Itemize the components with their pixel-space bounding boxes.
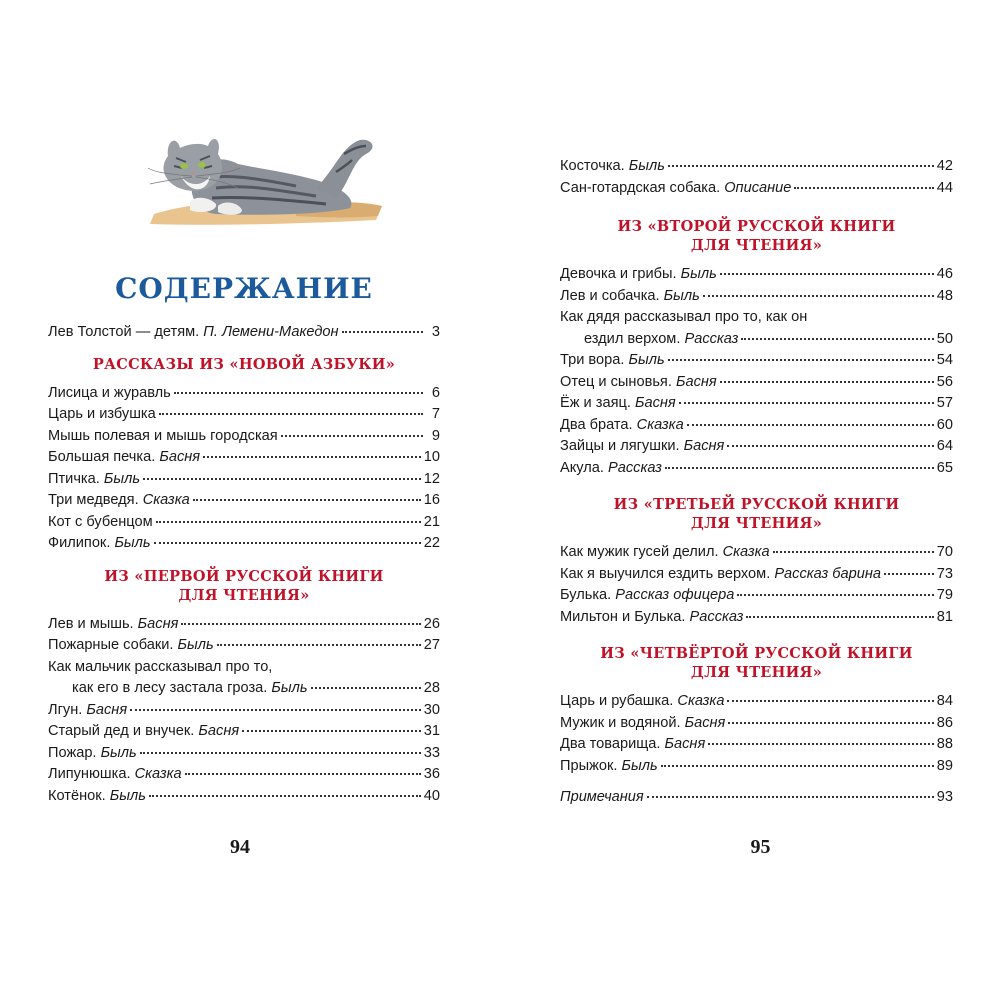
toc-entry[interactable] [48, 635, 440, 657]
dot-leader [130, 709, 421, 711]
entry-title: Лев и собачка. Быль [560, 287, 700, 304]
toc-entry[interactable] [560, 286, 953, 308]
entry-page: 7 [431, 406, 440, 422]
toc-entry[interactable] [560, 691, 953, 713]
entry-title: Пожар. Быль [48, 744, 137, 761]
toc-entry[interactable] [560, 393, 953, 415]
entry-genre: Сказка [722, 544, 770, 560]
entry-title: Как мужик гусей делил. Сказка [560, 544, 770, 560]
dot-leader [727, 700, 933, 702]
entry-page: 57 [936, 395, 953, 411]
entry-genre: Басня [675, 373, 717, 390]
entry-page: 64 [936, 438, 953, 454]
dot-leader [687, 424, 934, 426]
toc-entry-notes[interactable] [560, 787, 953, 809]
entry-page: 30 [423, 701, 440, 718]
entry-genre: Быль [177, 637, 214, 653]
toc-entry[interactable] [560, 585, 953, 607]
entry-genre: Басня [683, 438, 725, 454]
section-heading: ИЗ «ТРЕТЬЕЙ РУССКОЙ КНИГИ ДЛЯ ЧТЕНИЯ» [613, 496, 900, 532]
section-entries [48, 614, 440, 808]
dot-leader [217, 644, 421, 646]
entry-page: 27 [423, 637, 440, 653]
entry-title: Лисица и журавль [48, 384, 171, 401]
toc-entry[interactable] [560, 350, 953, 372]
entry-page: 86 [936, 714, 953, 731]
entry-page: 79 [936, 587, 953, 603]
toc-entry[interactable] [560, 436, 953, 458]
dot-leader [741, 338, 933, 340]
dot-leader [728, 722, 933, 724]
entry-page: 46 [936, 266, 953, 282]
entry-page: 50 [936, 330, 953, 347]
dot-leader [156, 521, 421, 523]
entry-title: Мышь полевая и мышь городская [48, 427, 278, 444]
dot-leader [174, 392, 423, 394]
toc-entry[interactable] [48, 533, 440, 555]
entry-genre: Басня [664, 736, 706, 752]
entry-title: Большая печка. Басня [48, 449, 201, 465]
entry-title: Отец и сыновья. Басня [560, 373, 717, 390]
toc-entry[interactable] [48, 322, 440, 344]
toc-left [48, 322, 440, 807]
toc-entry[interactable] [560, 178, 953, 200]
entry-genre: Басня [634, 395, 676, 411]
entry-page: 60 [936, 416, 953, 433]
page-number: 95 [750, 836, 771, 858]
entry-page: 56 [936, 373, 953, 390]
entry-genre: Басня [86, 701, 128, 718]
dot-leader [727, 445, 933, 447]
section-heading: РАССКАЗЫ ИЗ «НОВОЙ АЗБУКИ» [92, 355, 396, 373]
section-heading: ИЗ «ПЕРВОЙ РУССКОЙ КНИГИ ДЛЯ ЧТЕНИЯ» [104, 567, 384, 604]
entry-title: как его в лесу застала гроза. Быль [72, 680, 308, 696]
toc-entry[interactable] [560, 372, 953, 394]
section-entries [560, 264, 953, 479]
entry-title: Пожарные собаки. Быль [48, 637, 214, 653]
section-heading: ИЗ «ВТОРОЙ РУССКОЙ КНИГИ ДЛЯ ЧТЕНИЯ» [617, 218, 896, 254]
dot-leader [884, 573, 934, 575]
entry-page: 16 [423, 492, 440, 508]
toc-right [560, 156, 953, 809]
toc-entry[interactable] [560, 564, 953, 586]
entry-page: 12 [423, 470, 440, 487]
entry-title: Булька. Рассказ офицера [560, 587, 735, 603]
toc-entry[interactable] [48, 490, 440, 512]
entry-genre: Быль [271, 680, 308, 696]
dot-leader [159, 413, 423, 415]
entry-title: Акула. Рассказ [560, 459, 662, 476]
entry-page: 84 [936, 693, 953, 709]
entry-genre: Быль [109, 787, 146, 804]
lead-entries [560, 156, 953, 199]
entry-page: 10 [423, 449, 440, 465]
entry-page: 42 [936, 158, 953, 174]
entry-genre: Басня [137, 615, 179, 632]
entry-genre: Сказка [636, 416, 684, 433]
entry-title-line: Как дядя рассказывал про то, как он [560, 309, 808, 325]
dot-leader [203, 456, 421, 458]
entry-page: 6 [431, 384, 440, 401]
entry-genre: Быль [628, 352, 665, 368]
toc-entry[interactable] [48, 512, 440, 534]
entry-genre: Басня [198, 723, 240, 739]
entry-title: Лев Толстой — детям. П. Лемени-Македон [48, 324, 339, 340]
entry-title: Три медведя. Сказка [48, 492, 190, 508]
toc-entry[interactable] [560, 756, 953, 778]
page-number: 94 [230, 836, 250, 858]
toc-entry[interactable] [48, 764, 440, 786]
entry-title-line: Как мальчик рассказывал про то, [48, 658, 273, 675]
toc-entry[interactable] [560, 156, 953, 178]
dot-leader [720, 273, 934, 275]
entry-title: Примечания [560, 789, 644, 805]
entry-genre: Быль [114, 535, 151, 551]
entry-genre: Рассказ [689, 608, 744, 625]
entry-title: Ёж и заяц. Басня [560, 395, 676, 411]
entry-page: 31 [423, 723, 440, 739]
entry-page: 81 [936, 608, 953, 625]
toc-entry[interactable] [560, 415, 953, 437]
entry-title: Два брата. Сказка [560, 416, 684, 433]
toc-entry[interactable] [48, 426, 440, 448]
entry-genre: Рассказ [684, 330, 739, 347]
entry-title: Филипок. Быль [48, 535, 151, 551]
entry-page: 89 [936, 757, 953, 774]
entry-title: Как я выучился ездить верхом. Рассказ барина [560, 565, 881, 582]
toc-entry[interactable] [48, 786, 440, 808]
right-page [560, 0, 953, 1000]
entry-title: Девочка и грибы. Быль [560, 266, 717, 282]
entry-title: Липунюшка. Сказка [48, 766, 182, 782]
dot-leader [281, 435, 423, 437]
entry-title: Котёнок. Быль [48, 787, 146, 804]
entry-page: 28 [423, 680, 440, 696]
dot-leader [794, 187, 933, 189]
entry-title: Лгун. Басня [48, 701, 128, 718]
entry-page: 40 [423, 787, 440, 804]
dot-leader [242, 730, 421, 732]
cat-illustration [146, 128, 386, 228]
dot-leader [773, 551, 934, 553]
entry-title: Царь и рубашка. Сказка [560, 693, 725, 709]
entry-title: ездил верхом. Рассказ [584, 330, 739, 347]
entry-page: 93 [936, 789, 953, 805]
entry-page: 3 [431, 324, 440, 340]
entry-genre: Басня [684, 714, 726, 731]
entry-genre: Быль [103, 470, 141, 487]
left-page [48, 0, 440, 1000]
entry-page: 54 [936, 352, 953, 368]
toc-entry[interactable] [560, 542, 953, 564]
toc-entry[interactable] [48, 743, 440, 765]
section-heading: ИЗ «ЧЕТВЁРТОЙ РУССКОЙ КНИГИ ДЛЯ ЧТЕНИЯ» [600, 645, 913, 681]
entry-page: 73 [936, 565, 953, 582]
entry-title: Лев и мышь. Басня [48, 615, 179, 632]
toc-entry[interactable] [560, 607, 953, 629]
toc-entry[interactable] [48, 383, 440, 405]
entry-title: Сан-готардская собака. Описание [560, 179, 792, 196]
toc-entry[interactable] [48, 404, 440, 426]
entry-title: Царь и избушка [48, 406, 156, 422]
entry-genre: Рассказ [608, 459, 662, 476]
entry-page: 9 [431, 427, 440, 444]
entry-genre: Сказка [142, 492, 190, 508]
entry-page: 33 [423, 744, 440, 761]
entry-title: Косточка. Быль [560, 158, 665, 174]
entry-genre: Рассказ барина [774, 565, 881, 582]
dot-leader [746, 616, 933, 618]
dot-leader [665, 467, 934, 469]
section-entries [560, 542, 953, 628]
dot-leader [679, 402, 934, 404]
entry-page: 88 [936, 736, 953, 752]
toc-entry[interactable] [560, 458, 953, 480]
entry-title: Зайцы и лягушки. Басня [560, 438, 725, 454]
entry-genre: Сказка [134, 766, 182, 782]
dot-leader [708, 743, 934, 745]
entry-genre: Быль [100, 744, 137, 761]
entry-title: Прыжок. Быль [560, 757, 658, 774]
entry-page: 48 [936, 287, 953, 304]
toc-entry[interactable] [560, 713, 953, 735]
entry-title: Мужик и водяной. Басня [560, 714, 726, 731]
dot-leader [661, 765, 934, 767]
entry-genre: Быль [628, 158, 665, 174]
dot-leader [737, 594, 933, 596]
entry-genre: Быль [680, 266, 717, 282]
dot-leader [193, 499, 421, 501]
toc-entry[interactable] [48, 469, 440, 491]
section-entries [48, 383, 440, 555]
toc-entry[interactable] [48, 721, 440, 743]
entry-title: Три вора. Быль [560, 352, 665, 368]
toc-entry[interactable] [48, 700, 440, 722]
dot-leader [668, 359, 934, 361]
entry-title: Кот с бубенцом [48, 513, 153, 530]
toc-entry[interactable] [48, 614, 440, 636]
dot-leader [143, 478, 421, 480]
dot-leader [185, 773, 421, 775]
entry-genre: Басня [159, 449, 201, 465]
section-entries [560, 691, 953, 777]
entry-page: 36 [423, 766, 440, 782]
entry-title: Мильтон и Булька. Рассказ [560, 608, 744, 625]
entry-page: 44 [936, 179, 953, 196]
entry-page: 65 [936, 459, 953, 476]
dot-leader [311, 687, 421, 689]
dot-leader [647, 796, 934, 798]
entry-genre: Сказка [677, 693, 725, 709]
entry-title: Два товарища. Басня [560, 736, 706, 752]
toc-entry[interactable] [48, 678, 440, 700]
entry-title: Старый дед и внучек. Басня [48, 723, 240, 739]
toc-entry[interactable] [560, 329, 953, 351]
entry-page: 70 [936, 544, 953, 560]
entry-genre: Быль [621, 757, 658, 774]
entry-page: 22 [423, 535, 440, 551]
dot-leader [181, 623, 420, 625]
entry-page: 26 [423, 615, 440, 632]
toc-entry[interactable] [560, 264, 953, 286]
spacer [560, 777, 953, 787]
dot-leader [140, 752, 421, 754]
dot-leader [149, 795, 421, 797]
dot-leader [342, 331, 423, 333]
entry-title: Птичка. Быль [48, 470, 141, 487]
entry-genre: Описание [724, 179, 792, 196]
entry-genre: Рассказ офицера [615, 587, 735, 603]
entry-genre: Быль [663, 287, 700, 304]
toc-entry[interactable] [48, 447, 440, 469]
toc-entry[interactable] [560, 734, 953, 756]
dot-leader [703, 295, 934, 297]
dot-leader [720, 381, 934, 383]
dot-leader [154, 542, 421, 544]
entry-page: 21 [423, 513, 440, 530]
toc-heading: СОДЕРЖАНИЕ [115, 272, 373, 305]
dot-leader [668, 165, 934, 167]
